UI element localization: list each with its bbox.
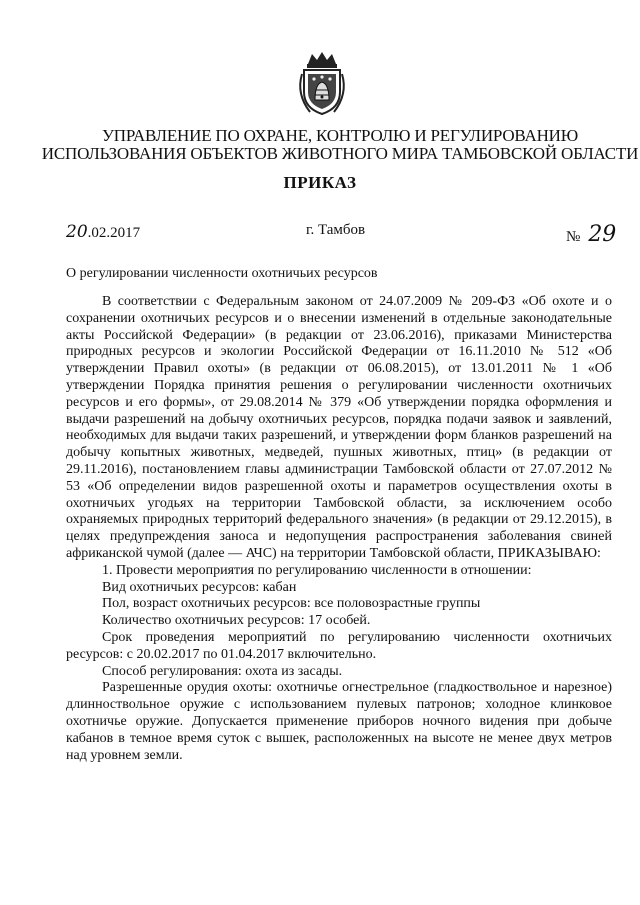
item-1-paragraph: 1. Провести мероприятия по регулированию численности в отношении: [102,562,532,578]
weapons-paragraph: Разрешенные орудия охоты: охотничье огнестрельное (гладкоствольное и нарезное) длинноствольное оружие с использованием пулевых патронов; холодное клинковое охотничье оружие. Допускается применение приборов ночного видения при добыче кабанов в темное время суток с вышек, расположенных на высоте не менее двух метров над уровнем земли. [66,680,612,763]
order-subject: О регулировании численности охотничьих ресурсов [66,266,378,281]
tambov-coat-of-arms-icon [294,50,350,116]
order-date [66,222,140,242]
organization-name-line-1: УПРАВЛЕНИЕ ПО ОХРАНЕ, КОНТРОЛЮ И РЕГУЛИРОВАНИЮ [101,126,579,145]
number-label: № [566,229,581,245]
preamble-paragraph: В соответствии с Федеральным законом от 24.07.2009 № 209-ФЗ «Об охоте и о сохранении охотничьих ресурсов и о внесении изменений в отдельные законодательные акты Российской Федерации» (в редакции от 23.06.2016), приказами Министерства природных ресурсов и экологии Российской Федерации от 16.11.2010 № 512 «Об утверждении Правил охоты» (в редакции от 06.08.2015), от 13.01.2011 № 1 «Об утверждении Порядка принятия решения о регулировании численности охотничьих ресурсов и его формы», от 29.08.2014 № 379 «Об утверждении порядка оформления и выдачи разрешений на добычу охотничьих ресурсов, порядка подачи заявок и заявлений, необходимых для выдачи таких разрешений, и утверждении форм бланков разрешений на добычу копытных животных, медведей, пушных животных, птиц» (в редакции от 29.11.2016), постановлением главы администрации Тамбовской области от 27.07.2012 № 53 «Об определении видов разрешенной охоты и параметров осуществления охоты в охотничьих угодьях на территории Тамбовской области, за исключением особо охраняемых природных территорий федерального значения» (в редакции от 29.12.2015), в целях предупреждения заноса и недопущения распространения заболевания свиней африканской чумой (далее — АЧС) на территории Тамбовской области, ПРИКАЗЫВАЮ: [66,294,612,561]
order-body [66,294,612,764]
date-rest: .02.2017 [87,225,141,241]
period-paragraph: Срок проведения мероприятий по регулированию численности охотничьих ресурсов: с 20.02.2017 по 01.04.2017 включительно. [66,629,612,662]
species-paragraph: Вид охотничьих ресурсов: кабан [102,579,297,595]
sex-age-paragraph: Пол, возраст охотничьих ресурсов: все половозрастные группы [102,596,481,612]
order-number [566,222,616,247]
order-city: г. Тамбов [306,222,366,238]
document-type-title: ПРИКАЗ [283,173,357,192]
handwritten-number: 29 [588,222,617,247]
method-paragraph: Способ регулирования: охота из засады. [102,663,343,679]
organization-name-line-2: ИСПОЛЬЗОВАНИЯ ОБЪЕКТОВ ЖИВОТНОГО МИРА ТАМБОВСКОЙ ОБЛАСТИ [41,144,639,163]
quantity-paragraph: Количество охотничьих ресурсов: 17 особей. [102,613,371,629]
handwritten-day: 20 [66,222,88,242]
